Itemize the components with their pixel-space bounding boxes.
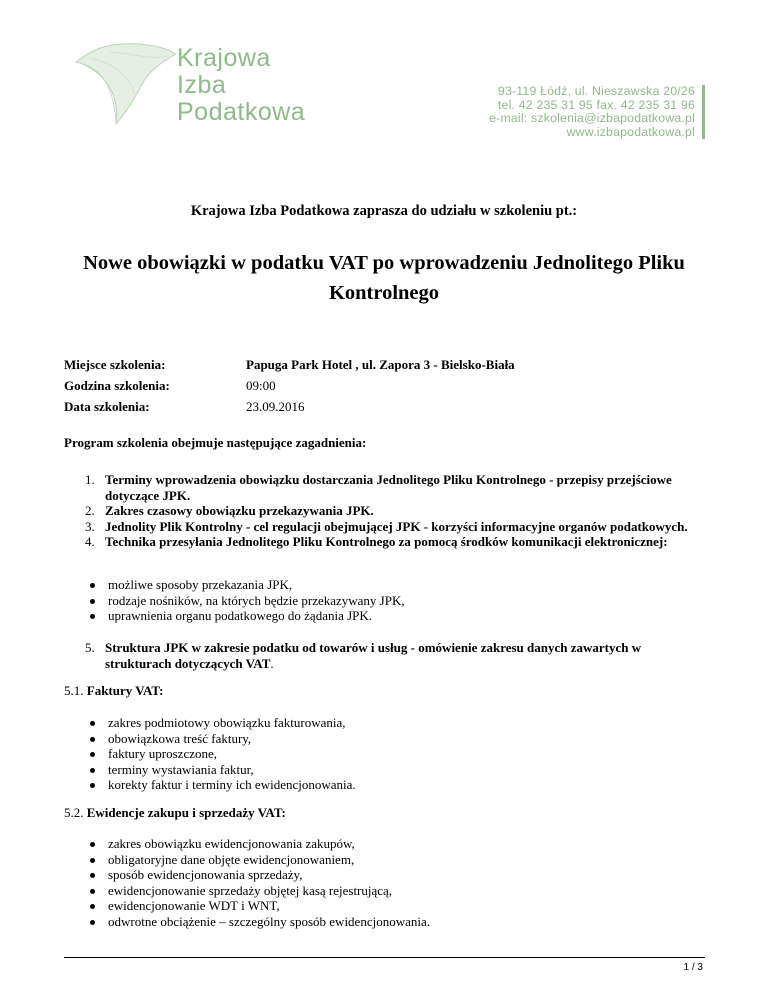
training-title xyxy=(0,248,768,308)
list-text: Terminy wprowadzenia obowiązku dostarczania Jednolitego Pliku Kontrolnego - przepisy przejściowe dotyczące JPK. xyxy=(105,472,672,503)
list-item: terminy wystawiania faktur, xyxy=(87,762,356,778)
list-item: ewidencjonowanie WDT i WNT, xyxy=(87,898,430,914)
contact-email[interactable]: e-mail: szkolenia@izbapodatkowa.pl xyxy=(489,111,695,125)
list-item xyxy=(85,534,705,550)
list-text: Technika przesyłania Jednolitego Pliku Kontrolnego za pomocą środków komunikacji elektronicznej: xyxy=(105,534,668,549)
footer-divider xyxy=(64,957,705,958)
list-item: sposób ewidencjonowania sprzedaży, xyxy=(87,867,430,883)
place-label: Miejsce szkolenia: xyxy=(64,357,166,372)
list-item: obowiązkowa treść faktury, xyxy=(87,731,356,747)
section52-bullets xyxy=(87,836,430,929)
place-value: Papuga Park Hotel , ul. Zapora 3 - Bielsko-Biała xyxy=(246,357,515,372)
list-number: 1. xyxy=(85,472,95,487)
list-item: zakres podmiotowy obowiązku fakturowania, xyxy=(87,715,356,731)
list-number: 4. xyxy=(85,534,95,549)
time-label: Godzina szkolenia: xyxy=(64,378,170,393)
list-item xyxy=(85,640,705,671)
list-text: Jednolity Plik Kontrolny - cel regulacji obejmującej JPK - korzyści informacyjne organów podatkowych. xyxy=(105,518,688,534)
list-item: rodzaje nośników, na których będzie przekazywany JPK, xyxy=(87,593,405,609)
section-title: Faktury VAT: xyxy=(86,683,164,698)
contact-website[interactable]: www.izbapodatkowa.pl xyxy=(566,124,695,139)
list-item: odwrotne obciążenie – szczególny sposób ewidencjonowania. xyxy=(87,914,430,930)
list-text: Struktura JPK w zakresie podatku od towarów i usług - omówienie zakresu danych zawartych w strukturach dotyczących VAT xyxy=(105,640,642,671)
section-number: 5.2. xyxy=(64,805,84,820)
section-5-1-heading xyxy=(64,683,163,699)
topic4-bullets xyxy=(87,577,405,624)
date-label: Data szkolenia: xyxy=(64,399,150,414)
list-item: ewidencjonowanie sprzedaży objętej kasą rejestrującą, xyxy=(87,883,430,899)
contact-address: 93-119 Łódź, ul. Nieszawska 20/26 xyxy=(497,84,695,98)
list-item xyxy=(85,503,705,519)
date-value: 23.09.2016 xyxy=(246,399,305,414)
logo-leaf-icon xyxy=(70,40,180,130)
time-value: 09:00 xyxy=(246,378,276,393)
topic5-list xyxy=(85,640,705,671)
list-text-end: . xyxy=(270,655,274,671)
program-heading: Program szkolenia obejmuje następujące zagadnienia: xyxy=(64,435,367,450)
list-item xyxy=(85,472,705,503)
section51-bullets xyxy=(87,715,356,793)
logo-line-2: Izba xyxy=(177,71,227,99)
logo-wordmark xyxy=(177,45,305,126)
list-number: 3. xyxy=(85,518,95,534)
list-item: uprawnienia organu podatkowego do żądania JPK. xyxy=(87,608,405,624)
contact-block xyxy=(489,85,705,139)
list-item: obligatoryjne dane objęte ewidencjonowaniem, xyxy=(87,852,430,868)
section-number: 5.1. xyxy=(64,683,84,698)
title-line-1: Nowe obowiązki w podatku VAT po wprowadzeniu Jednolitego Pliku xyxy=(83,252,685,274)
list-number: 2. xyxy=(85,503,95,518)
topics-list xyxy=(85,472,705,550)
list-text: Zakres czasowy obowiązku przekazywania JPK. xyxy=(105,503,374,518)
list-item: faktury uproszczone, xyxy=(87,746,356,762)
page-number: 1 / 3 xyxy=(683,962,703,973)
section-title: Ewidencje zakupu i sprzedaży VAT: xyxy=(86,805,286,820)
section-5-2-heading xyxy=(64,805,286,821)
contact-phone: tel. 42 235 31 95 fax. 42 235 31 96 xyxy=(497,97,695,112)
list-item: zakres obowiązku ewidencjonowania zakupów, xyxy=(87,836,430,852)
title-line-2: Kontrolnego xyxy=(328,282,440,304)
invite-text: Krajowa Izba Podatkowa zaprasza do udziału w szkoleniu pt.: xyxy=(190,203,578,219)
list-item: korekty faktur i terminy ich ewidencjonowania. xyxy=(87,777,356,793)
list-item xyxy=(85,519,705,535)
logo-line-1: Krajowa xyxy=(177,44,271,72)
list-item: możliwe sposoby przekazania JPK, xyxy=(87,577,405,593)
logo-line-3: Podatkowa xyxy=(177,98,306,126)
list-number: 5. xyxy=(85,640,95,655)
